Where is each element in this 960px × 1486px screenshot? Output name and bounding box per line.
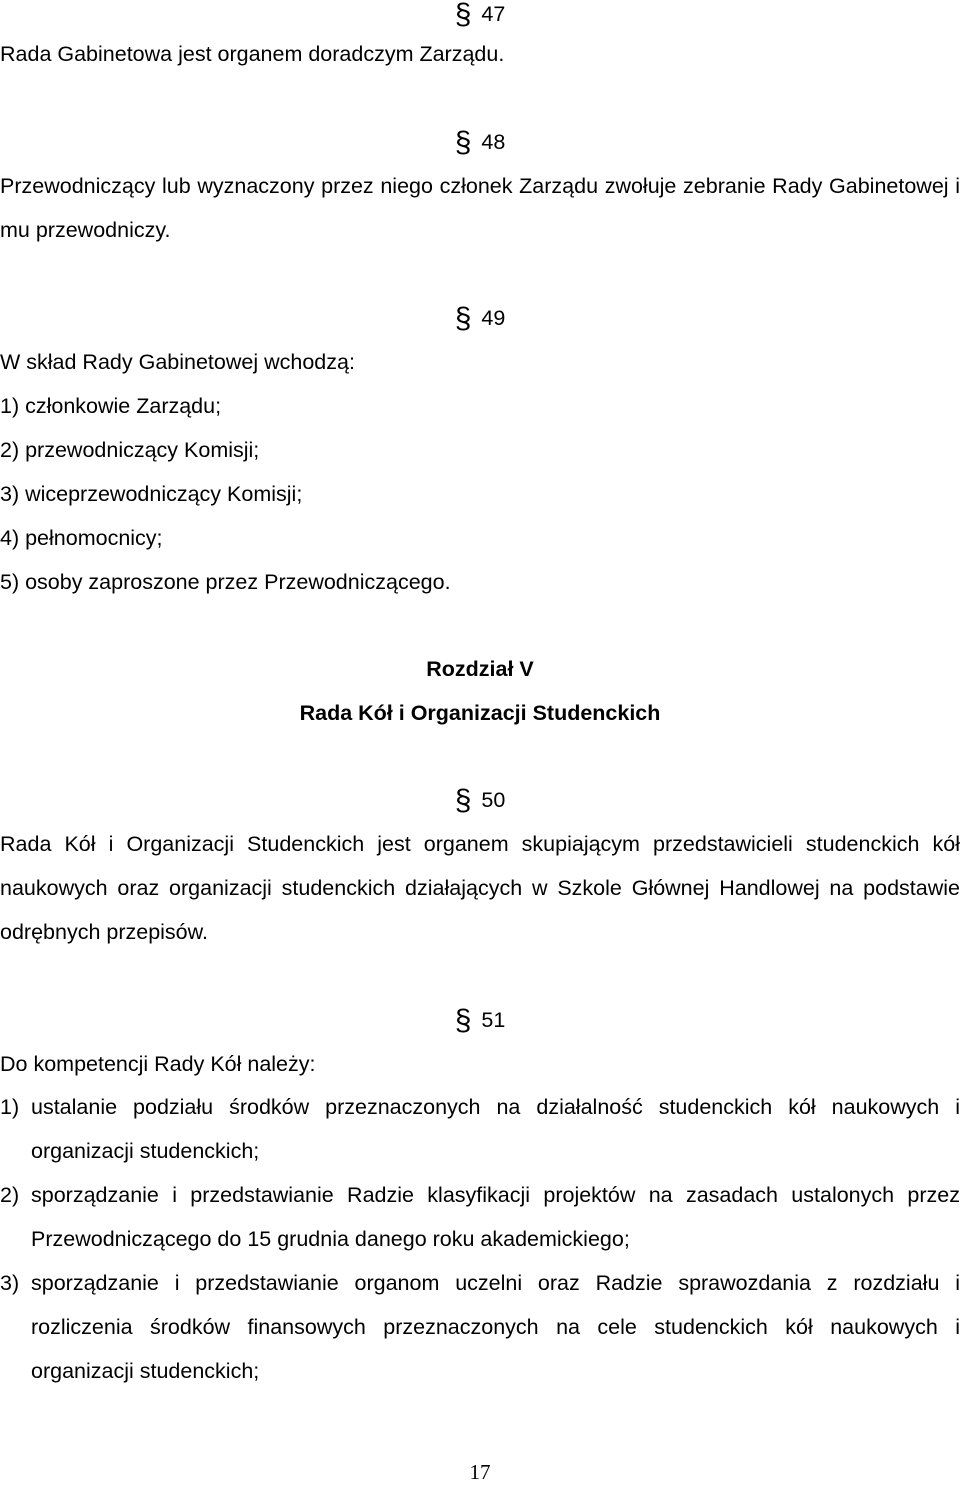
section-number: 51 (481, 1008, 506, 1032)
list-item (0, 1173, 960, 1261)
section-number: 50 (481, 788, 506, 812)
list-item-text: sporządzanie i przedstawianie organom uczelni oraz Radzie sprawozdania z rozdziału i rozliczenia środków finansowych przeznaczonych na cele studenckich kół naukowych i organizacji studenckich; (31, 1271, 960, 1383)
paragraph-47: Rada Gabinetowa jest organem doradczym Zarządu. (0, 42, 505, 66)
list-item (0, 1085, 960, 1173)
chapter-subtitle: Rada Kół i Organizacji Studenckich (299, 701, 661, 725)
paragraph-50: Rada Kół i Organizacji Studenckich jest organem skupiającym przedstawicieli studenckich kół naukowych oraz organizacji studenckich działających w Szkole Głównej Handlowej na podstawie odrębnych przepisów. (0, 832, 960, 944)
paragraph-49-intro: W skład Rady Gabinetowej wchodzą: (0, 350, 355, 374)
section-49-heading (0, 304, 960, 333)
page-number: 17 (469, 1460, 491, 1484)
list-item: 3) wiceprzewodniczący Komisji; (0, 482, 303, 506)
section-50-heading (0, 786, 960, 815)
section-symbol: § (454, 302, 472, 335)
section-48-heading (0, 128, 960, 157)
list-item-text: ustalanie podziału środków przeznaczonych na działalność studenckich kół naukowych i organizacji studenckich; (31, 1095, 960, 1163)
section-number: 47 (481, 2, 506, 26)
list-item: 4) pełnomocnicy; (0, 526, 163, 550)
section-symbol: § (454, 0, 472, 31)
list-item: 1) członkowie Zarządu; (0, 394, 222, 418)
list-item-text: sporządzanie i przedstawianie Radzie klasyfikacji projektów na zasadach ustalonych przez Przewodniczącego do 15 grudnia danego roku akademickiego; (31, 1183, 960, 1251)
list-item-number: 1) (0, 1095, 20, 1119)
section-47-heading (0, 0, 960, 29)
section-51-heading (0, 1006, 960, 1035)
list-item: 5) osoby zaproszone przez Przewodniczącego. (0, 570, 451, 594)
section-number: 49 (481, 306, 506, 330)
section-number: 48 (481, 130, 506, 154)
list-item-number: 3) (0, 1271, 20, 1295)
paragraph-51-intro: Do kompetencji Rady Kół należy: (0, 1052, 316, 1076)
paragraph-48: Przewodniczący lub wyznaczony przez niego członek Zarządu zwołuje zebranie Rady Gabinetowej i mu przewodniczy. (0, 174, 960, 242)
list-item (0, 1261, 960, 1393)
section-symbol: § (454, 1004, 472, 1037)
list-item: 2) przewodniczący Komisji; (0, 438, 260, 462)
section-symbol: § (454, 126, 472, 159)
section-symbol: § (454, 784, 472, 817)
list-item-number: 2) (0, 1183, 20, 1207)
chapter-title: Rozdział V (426, 657, 534, 681)
